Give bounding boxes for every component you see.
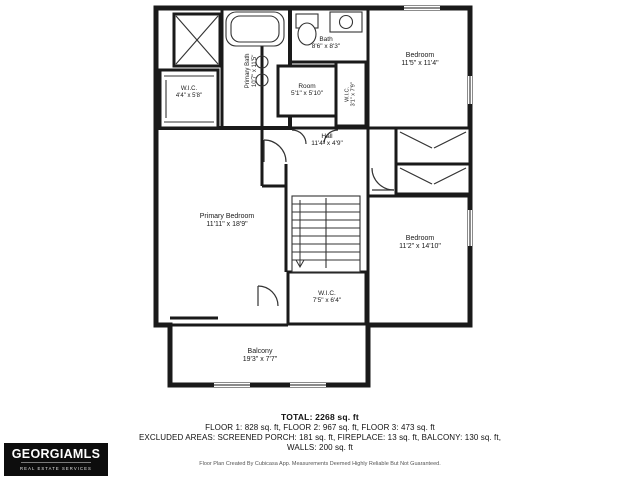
- room-name: W.I.C.: [344, 86, 351, 102]
- logo-georgia-text: GEORGIA: [11, 446, 73, 461]
- room-name: W.I.C.: [180, 86, 198, 92]
- room-label-primary-bath: [245, 31, 259, 111]
- room-dimensions: 5'1" x 5'10": [290, 90, 324, 98]
- logo-wordmark: [12, 448, 100, 461]
- room-name: W.I.C.: [318, 290, 336, 297]
- room-label-closet: [345, 65, 358, 123]
- room-name: Primary Bedroom: [199, 213, 255, 220]
- room-name: Hall: [321, 133, 333, 140]
- room-label-bedroom-2: [372, 52, 468, 68]
- room-label-balcony: [208, 348, 312, 364]
- logo-tagline: REAL ESTATE SERVICES: [20, 466, 92, 472]
- room-name: Bath: [319, 36, 333, 43]
- disclaimer: Floor Plan Created By Cubicasa App. Measurements Deemed Highly Reliable But Not Guaranteed.: [199, 461, 441, 467]
- room-dimensions: 11'11" x 18'9": [206, 221, 248, 229]
- room-dimensions: 4'4" x 5'8": [175, 92, 203, 99]
- georgia-mls-logo: [4, 443, 108, 476]
- room-name: Bedroom: [405, 52, 435, 59]
- room-dimensions: 11'5" x 11'4": [401, 60, 439, 68]
- room-name: Room: [298, 83, 316, 90]
- logo-divider: [21, 462, 91, 463]
- room-name: Balcony: [247, 348, 273, 355]
- room-dimensions: 3'1" x 7'9": [351, 82, 357, 107]
- room-dimensions: 8'6" x 8'3": [311, 43, 341, 51]
- room-label-hall: [292, 133, 362, 148]
- room-label-bath: [296, 36, 356, 51]
- room-dimensions: 19'3" x 7'7": [242, 356, 278, 364]
- room-dimensions: 10'7" x 11'5": [252, 54, 258, 88]
- room-name: Bedroom: [405, 235, 435, 242]
- excluded-areas: EXCLUDED AREAS: SCREENED PORCH: 181 sq. ft, FIREPLACE: 13 sq. ft, BALCONY: 130 sq. ft,: [138, 433, 502, 442]
- room-label-primary-bedroom: [168, 213, 286, 229]
- room-label-room: [278, 83, 336, 98]
- room-dimensions: 11'2" x 14'10": [399, 243, 441, 251]
- walls-area: WALLS: 200 sq. ft: [287, 443, 353, 452]
- room-dimensions: 11'4" x 4'9": [311, 140, 343, 148]
- room-dimensions: 7'5" x 6'4": [312, 297, 342, 305]
- floor-areas: FLOOR 1: 828 sq. ft, FLOOR 2: 967 sq. ft, FLOOR 3: 473 sq. ft: [205, 423, 435, 432]
- room-label-bedroom-3: [372, 235, 468, 251]
- room-label-wic-primary: [160, 86, 218, 100]
- room-name: Primary Bath: [245, 53, 252, 89]
- logo-mls-text: MLS: [72, 446, 101, 461]
- total-area: TOTAL: 2268 sq. ft: [281, 412, 359, 422]
- room-label-wic-hall: [288, 290, 366, 305]
